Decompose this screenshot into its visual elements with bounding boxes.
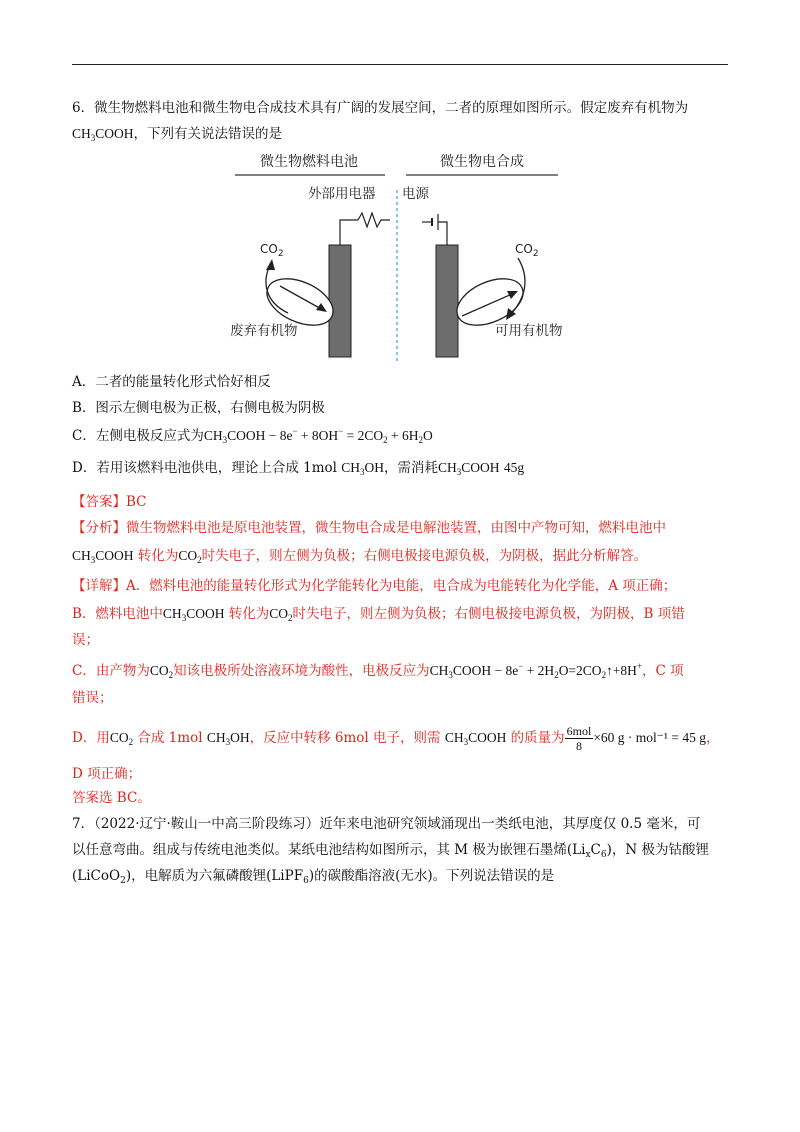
formula-co2: $CO_2$ [269, 606, 293, 623]
option-c: C．左侧电极反应式为$CH_3COOH - 8e^- + 8OH^- = 2CO_2 + 6H_2O$ [72, 426, 433, 445]
detail-d-cont: D 项正确； [72, 766, 142, 782]
formula-co2: $CO_2$ [178, 548, 202, 565]
q7-line2: 以任意弯曲。组成与传统电池类似。某纸电池结构如图所示，其 M 极为嵌锂石墨烯$(Li_xC_6)$，N 极为钴酸锂 [72, 842, 709, 860]
formula-co2: $CO_2$ [149, 663, 174, 680]
analysis-line2: $CH_3COOH$ 转化为$CO_2$时失电子，则左侧为负极；右侧电极接电源负极，为阴极，据此分析解答。 [72, 548, 648, 565]
detail-a: 【详解】A．燃料电池的能量转化形式为化学能转化为电能，电合成为电能转化为化学能，A 项正确； [72, 578, 677, 594]
top-rule [72, 64, 728, 65]
detail-d: D．用$CO_2$ 合成 1mol $CH_3OH$，反应中转移 6mol 电子，则需 $CH_3COOH$ 的质量为 $\frac{\text{6mol}}{8}$ ×60 g · mol⁻¹ = 45 g， [72, 724, 720, 753]
formula-ch3oh: $CH_3OH$ [341, 460, 385, 477]
detail-c: C．由产物为$CO_2$知该电极所处溶液环境为酸性，电极反应为$CH_3COOH - 8e^-$ + $2H_2O=2CO_2↑+8H^+$，C 项 [72, 661, 684, 680]
q6-stem-line1: 6．微生物燃料电池和微生物电合成技术具有广阔的发展空间，二者的原理如图所示。假定废弃有机物为 [72, 100, 689, 116]
q7-line3: (LiCoO$_2$)，电解质为六氟磷酸锂(LiPF$_6$)的碳酸酯溶液(无水)。下列说法错误的是 [72, 868, 555, 886]
usable-organic-label: 可用有机物 [495, 323, 563, 339]
waste-organic-label: 废弃有机物 [230, 323, 298, 339]
co2-left-label: $CO_2$ [260, 242, 284, 259]
detail-c-equation: $CH_3COOH - 8e^-$ + $2H_2O=2CO_2↑+8H^+$ [429, 661, 643, 680]
formula-ch3oh: $CH_3OH$ [206, 730, 250, 747]
formula-co2: $CO_2$ [109, 730, 134, 747]
resistor-icon [358, 213, 390, 227]
option-d: D．若用该燃料电池供电，理论上合成 1mol $CH_3OH$，需消耗$CH_3COOH$ 45g [72, 460, 525, 477]
option-c-equation: $CH_3COOH - 8e^- + 8OH^- = 2CO_2 + 6H_2O$ [203, 426, 433, 445]
detail-b-cont: 误； [72, 632, 99, 648]
formula-ch3cooh: $CH_3COOH$ [162, 606, 225, 623]
option-a: A．二者的能量转化形式恰好相反 [72, 374, 271, 390]
detail-c-cont: 错误； [72, 690, 113, 706]
power-source-label: 电源 [402, 186, 429, 202]
formula-ch3cooh: $CH_3COOH$ [72, 126, 134, 143]
right-electrode [436, 245, 458, 357]
q6-stem-line2: $CH_3COOH$，下列有关说法错误的是 [72, 126, 283, 143]
battery-diagram [210, 150, 590, 365]
mass-fraction: $\frac{\text{6mol}}{8}$ [566, 724, 592, 753]
option-b: B．图示左侧电极为正极，右侧电极为阴极 [72, 400, 325, 416]
diagram-right-title: 微生物电合成 [440, 154, 524, 170]
left-electrode [329, 245, 351, 357]
formula-ch3cooh: $CH_3COOH$ [444, 730, 507, 747]
q7-line1: 7．（2022·辽宁·鞍山一中高三阶段练习）近年来电池研究领域涌现出一类纸电池，其厚度仅 0.5 毫米，可 [72, 816, 701, 832]
co2-right-label: $CO_2$ [515, 242, 539, 259]
external-device-label: 外部用电器 [308, 186, 376, 202]
formula-ch3cooh: $CH_3COOH$ [438, 460, 500, 477]
answer-line: 【答案】BC [72, 494, 147, 510]
detail-b: B．燃料电池中$CH_3COOH$ 转化为$CO_2$时失电子，则左侧为负极；右侧电极接电源负极，为阴极，B 项错 [72, 606, 685, 623]
analysis-line1: 【分析】微生物燃料电池是原电池装置，微生物电合成是电解池装置，由图中产物可知，燃料电池中 [72, 520, 666, 536]
diagram-left-title: 微生物燃料电池 [260, 154, 358, 170]
formula-ch3cooh: $CH_3COOH$ [72, 548, 134, 565]
final-answer: 答案选 BC。 [72, 790, 151, 806]
